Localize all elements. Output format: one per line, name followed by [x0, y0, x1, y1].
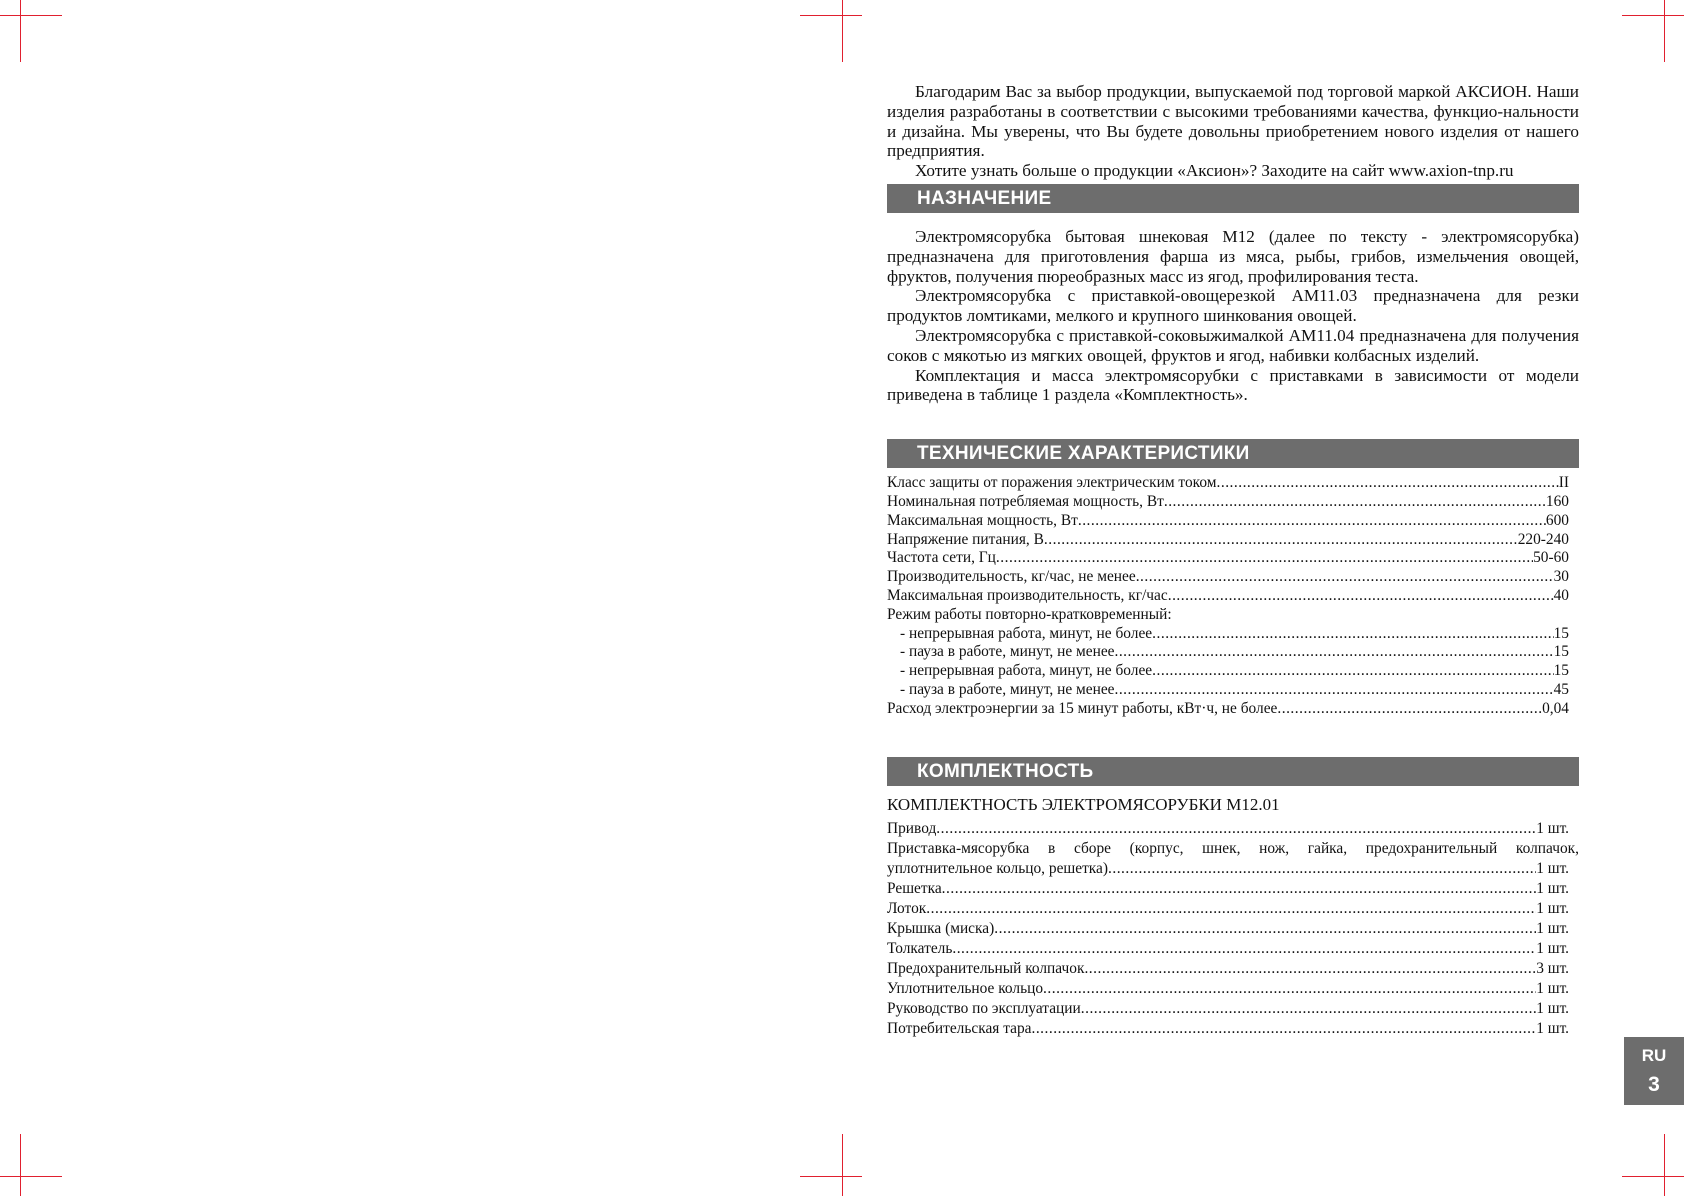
leader-dots	[1081, 999, 1536, 1019]
spec-row	[887, 531, 1569, 550]
kit-item	[887, 979, 1569, 999]
crop-mark	[20, 0, 21, 62]
kit-item-label: Решетка	[887, 879, 942, 897]
purpose-paragraph: Электромясорубка с приставкой-овощерезкой АМ11.03 предназначена для резки продуктов ломтиками, мелкого и крупного шинкования овощей.	[887, 286, 1579, 326]
intro-website-paragraph: Хотите узнать больше о продукции «Аксион»? Заходите на сайт www.axion-tnp.ru	[915, 161, 1514, 181]
leader-dots	[1217, 474, 1559, 493]
spec-row	[887, 493, 1569, 512]
kit-item-label: Привод	[887, 819, 937, 837]
spec-label: Расход электроэнергии за 15 минут работы, кВт·ч, не более	[887, 699, 1278, 717]
spec-value: 15	[1553, 662, 1569, 680]
leader-dots	[1152, 662, 1553, 681]
spec-value: II	[1558, 474, 1569, 492]
crop-mark	[1622, 1176, 1684, 1177]
spec-row	[887, 474, 1569, 493]
leader-dots	[1164, 493, 1546, 512]
spec-label: Максимальная мощность, Вт	[887, 511, 1078, 529]
leader-dots	[996, 549, 1533, 568]
spec-row	[887, 700, 1569, 719]
kit-item-label: Уплотнительное кольцо	[887, 979, 1044, 997]
crop-mark	[1664, 0, 1665, 62]
spec-value: 160	[1545, 492, 1569, 510]
language-label: RU	[1641, 1046, 1667, 1065]
leader-dots	[1044, 531, 1518, 550]
spec-row-mode-heading	[887, 606, 1569, 625]
kit-item-label: Толкатель	[887, 939, 953, 957]
spec-value: 220-240	[1517, 530, 1569, 548]
kit-item	[887, 1019, 1569, 1039]
kit-item-label: Лоток	[887, 899, 927, 917]
spec-row	[887, 662, 1569, 681]
crop-mark	[20, 1134, 21, 1196]
spec-row	[887, 568, 1569, 587]
leader-dots	[1043, 979, 1536, 999]
page-content	[887, 82, 1579, 1039]
kit-item	[887, 939, 1569, 959]
spec-row	[887, 681, 1569, 700]
crop-mark	[842, 0, 843, 62]
leader-dots	[994, 919, 1536, 939]
section-header-purpose: НАЗНАЧЕНИЕ	[887, 184, 1579, 213]
leader-dots	[1114, 643, 1553, 662]
crop-mark	[0, 1176, 62, 1177]
kit-item-label: Потребительская тара	[887, 1019, 1032, 1037]
kit-item-label: Предохранительный колпачок	[887, 959, 1085, 977]
kit-item	[887, 899, 1569, 919]
spec-label: - пауза в работе, минут, не менее	[900, 680, 1115, 698]
leader-dots	[1168, 587, 1554, 606]
spec-row	[887, 625, 1569, 644]
crop-mark	[800, 15, 862, 16]
leader-dots	[1114, 681, 1553, 700]
leader-dots	[926, 899, 1536, 919]
leader-dots	[952, 939, 1536, 959]
kit-item-quantity: 1 шт.	[1536, 919, 1569, 937]
page-number: 3	[1648, 1073, 1660, 1096]
spec-label: Класс защиты от поражения электрическим током	[887, 474, 1217, 492]
kit-item	[887, 919, 1569, 939]
kit-item	[887, 999, 1569, 1019]
spec-value: 50-60	[1533, 549, 1569, 567]
kit-item-label: Руководство по эксплуатации	[887, 999, 1081, 1017]
kit-item-label: Крышка (миска)	[887, 919, 995, 937]
spec-label: - непрерывная работа, минут, не более	[900, 624, 1153, 642]
page-tab	[1624, 1037, 1684, 1105]
spec-label: - пауза в работе, минут, не менее	[900, 643, 1115, 661]
leader-dots	[1136, 568, 1554, 587]
purpose-paragraph: Электромясорубка с приставкой-соковыжималкой АМ11.04 предназначена для получения соков с мякотью из мягких овощей, фруктов и ягод, набивки колбасных изделий.	[887, 325, 1579, 365]
kit-item-quantity: 3 шт.	[1536, 959, 1569, 977]
kit-subtitle: КОМПЛЕКТНОСТЬ ЭЛЕКТРОМЯСОРУБКИ М12.01	[887, 794, 1280, 814]
crop-mark	[800, 1176, 862, 1177]
leader-dots	[1084, 959, 1536, 979]
spec-value: 15	[1553, 624, 1569, 642]
spec-value: 600	[1545, 511, 1569, 529]
kit-item-quantity: 1 шт.	[1536, 1019, 1569, 1037]
spec-value: 40	[1553, 586, 1569, 604]
leader-dots	[1108, 859, 1536, 879]
kit-item-quantity: 1 шт.	[1536, 819, 1569, 837]
crop-mark	[842, 1134, 843, 1196]
kit-item	[887, 879, 1569, 899]
intro-paragraph: Благодарим Вас за выбор продукции, выпускаемой под торговой маркой АКСИОН. Наши изделия разработаны в соответствии с высокими требованиями качества, функцио-нальности и дизайна. Мы уверены, что Вы будете довольны приобретением нового изделия от нашего предприятия.	[887, 82, 1579, 161]
spec-row	[887, 512, 1569, 531]
kit-item	[887, 859, 1569, 879]
purpose-paragraph: Комплектация и масса электромясорубки с приставками в зависимости от модели приведена в таблице 1 раздела «Комплектность».	[887, 365, 1579, 405]
spec-value: 45	[1553, 680, 1569, 698]
kit-item-quantity: 1 шт.	[1536, 939, 1569, 957]
kit-item-quantity: 1 шт.	[1536, 979, 1569, 997]
spec-row	[887, 587, 1569, 606]
spec-label: Частота сети, Гц	[887, 549, 996, 567]
purpose-paragraph: Электромясорубка бытовая шнековая М12 (далее по тексту - электромясорубка) предназначена для приготовления фарша из мяса, рыбы, грибов, измельчения овощей, фруктов, получения пюреобразных масс из ягод, профилирования теста.	[887, 226, 1579, 286]
kit-item	[887, 959, 1569, 979]
leader-dots	[1031, 1019, 1536, 1039]
spec-label: - непрерывная работа, минут, не более	[900, 662, 1153, 680]
leader-dots	[942, 879, 1537, 899]
kit-item	[887, 819, 1569, 839]
spec-value: 30	[1553, 568, 1569, 586]
kit-list	[887, 819, 1579, 1039]
kit-item-label: Приставка-мясорубка в сборе (корпус, шнек, нож, гайка, предохранительный колпачок,	[887, 839, 1579, 857]
spec-value: 15	[1553, 643, 1569, 661]
kit-item-quantity: 1 шт.	[1536, 879, 1569, 897]
spec-label: Номинальная потребляемая мощность, Вт	[887, 492, 1164, 510]
purpose-section	[887, 227, 1579, 405]
spec-label: Максимальная производительность, кг/час	[887, 586, 1168, 604]
kit-item-quantity: 1 шт.	[1536, 859, 1569, 877]
kit-item	[887, 839, 1579, 859]
crop-mark	[0, 15, 62, 16]
kit-item-label: уплотнительное кольцо, решетка)	[887, 859, 1109, 877]
spec-value: 0,04	[1542, 699, 1569, 717]
section-header-specs: ТЕХНИЧЕСКИЕ ХАРАКТЕРИСТИКИ	[887, 439, 1579, 468]
spec-row	[887, 643, 1569, 662]
leader-dots	[1078, 512, 1546, 531]
leader-dots	[936, 819, 1536, 839]
spec-label: Напряжение питания, В	[887, 530, 1044, 548]
spec-row	[887, 549, 1569, 568]
kit-item-quantity: 1 шт.	[1536, 999, 1569, 1017]
crop-mark	[1664, 1134, 1665, 1196]
spec-label: Режим работы повторно-кратковременный:	[887, 605, 1172, 623]
spec-label: Производительность, кг/час, не менее	[887, 568, 1136, 586]
leader-dots	[1277, 700, 1542, 719]
specs-list	[887, 474, 1579, 718]
crop-mark	[1622, 15, 1684, 16]
leader-dots	[1152, 625, 1553, 644]
section-header-kit: КОМПЛЕКТНОСТЬ	[887, 757, 1579, 786]
kit-item-quantity: 1 шт.	[1536, 899, 1569, 917]
